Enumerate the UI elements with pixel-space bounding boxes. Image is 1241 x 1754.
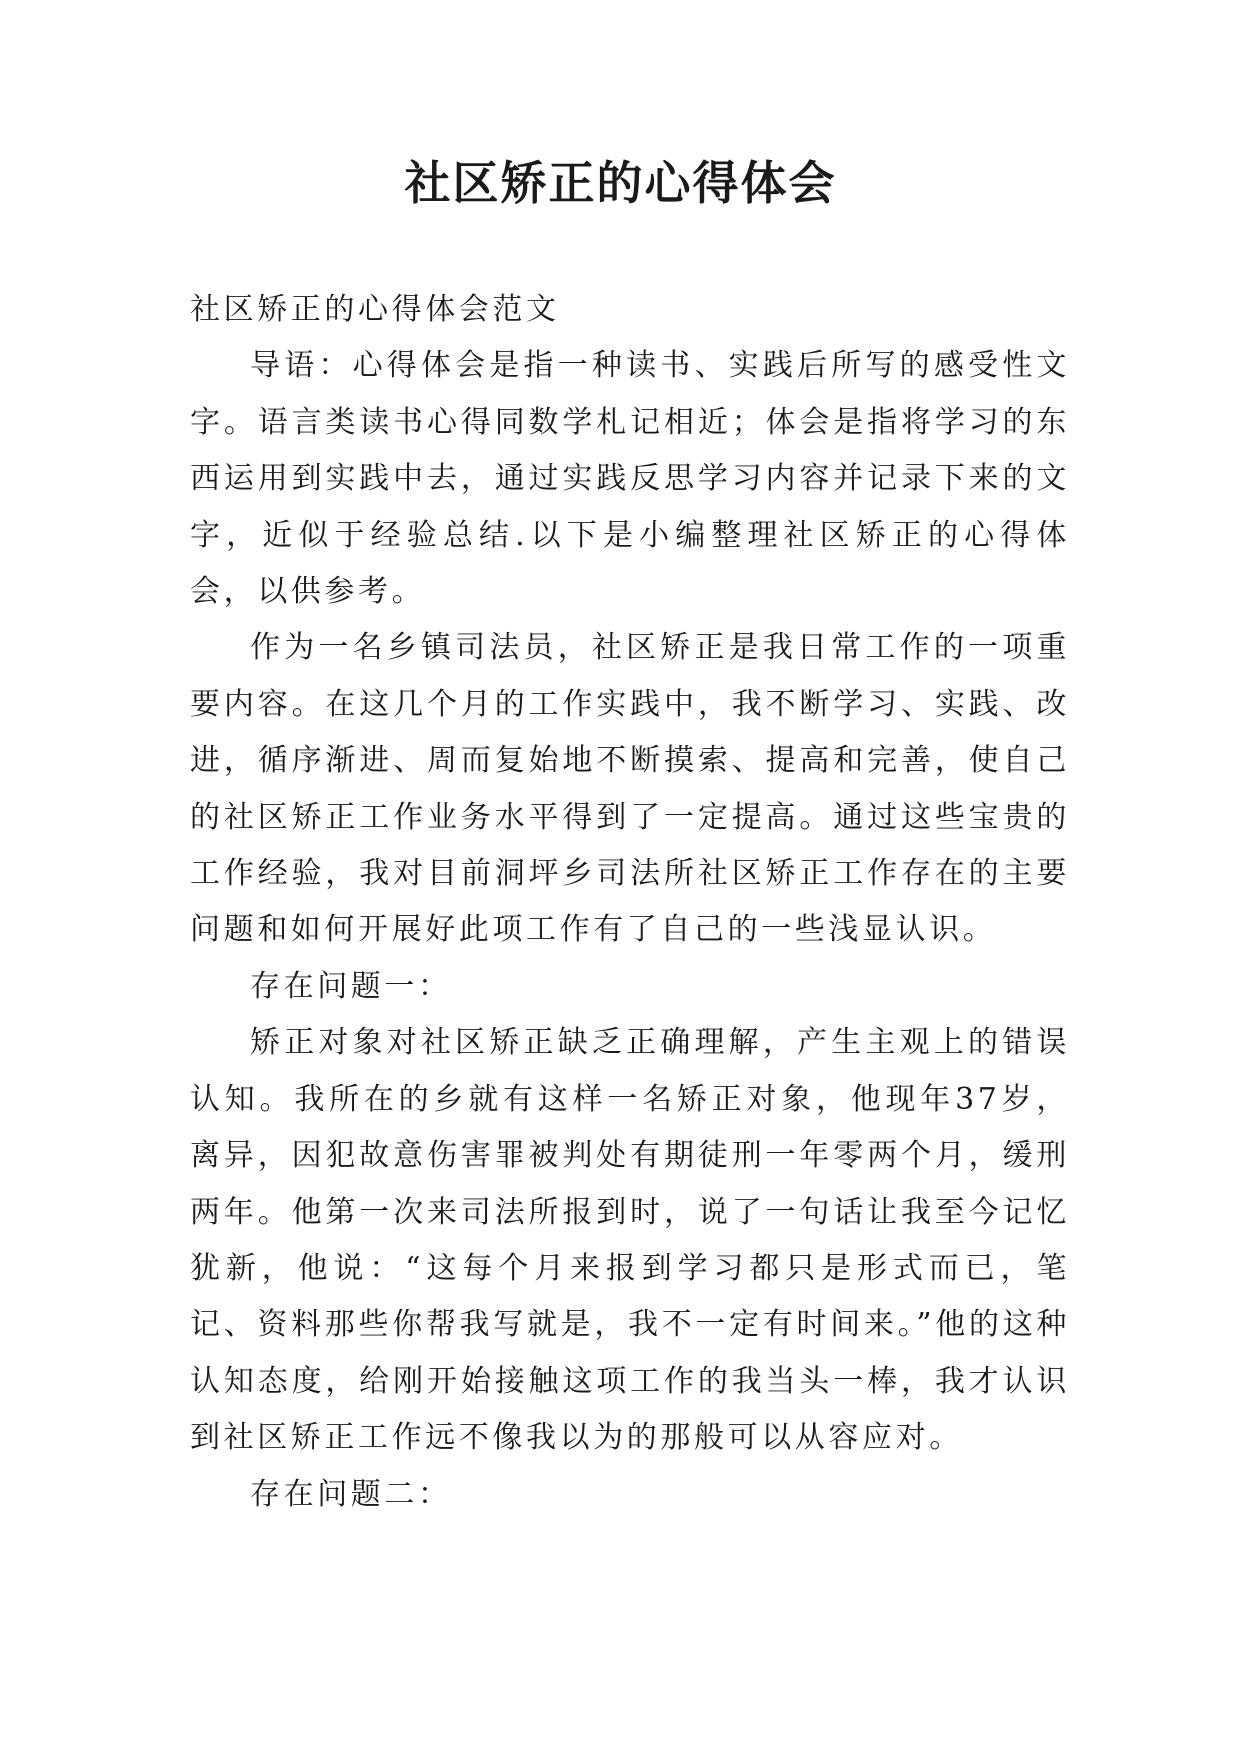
document-title: 社区矫正的心得体会 [404, 156, 837, 210]
paragraph-intro: 导语：心得体会是指一种读书、实践后所写的感受性文字。语言类读书心得同数学札记相近；体会是指将学习的东西运用到实践中去，通过实践反思学习内容并记录下来的文字，近似于经验总结.以下是小编整理社区矫正的心得体会，以供参考。 [190, 348, 1070, 610]
paragraph-problem-one: 矫正对象对社区矫正缺乏正确理解，产生主观上的错误认知。我所在的乡就有这样一名矫正对象，他现年37岁，离异，因犯故意伤害罪被判处有期徒刑一年零两个月，缓刑两年。他第一次来司法所报到时，说了一句话让我至今记忆犹新，他说：“这每个月来报到学习都只是形式而已，笔记、资料那些你帮我写就是，我不一定有时间来。”他的这种认知态度，给刚开始接触这项工作的我当头一棒，我才认识到社区矫正工作远不像我以为的那般可以从容应对。 [190, 1025, 1070, 1456]
document-body [190, 282, 1070, 1523]
paragraph-problem-two-heading: 存在问题二： [250, 1476, 452, 1512]
paragraph-subtitle: 社区矫正的心得体会范文 [190, 292, 560, 327]
paragraph-problem-one-heading: 存在问题一： [250, 968, 452, 1004]
paragraph-experience: 作为一名乡镇司法员，社区矫正是我日常工作的一项重要内容。在这几个月的工作实践中，我不断学习、实践、改进，循序渐进、周而复始地不断摸索、提高和完善，使自己的社区矫正工作业务水平得到了一定提高。通过这些宝贵的工作经验，我对目前洞坪乡司法所社区矫正工作存在的主要问题和如何开展好此项工作有了自己的一些浅显认识。 [190, 630, 1070, 948]
